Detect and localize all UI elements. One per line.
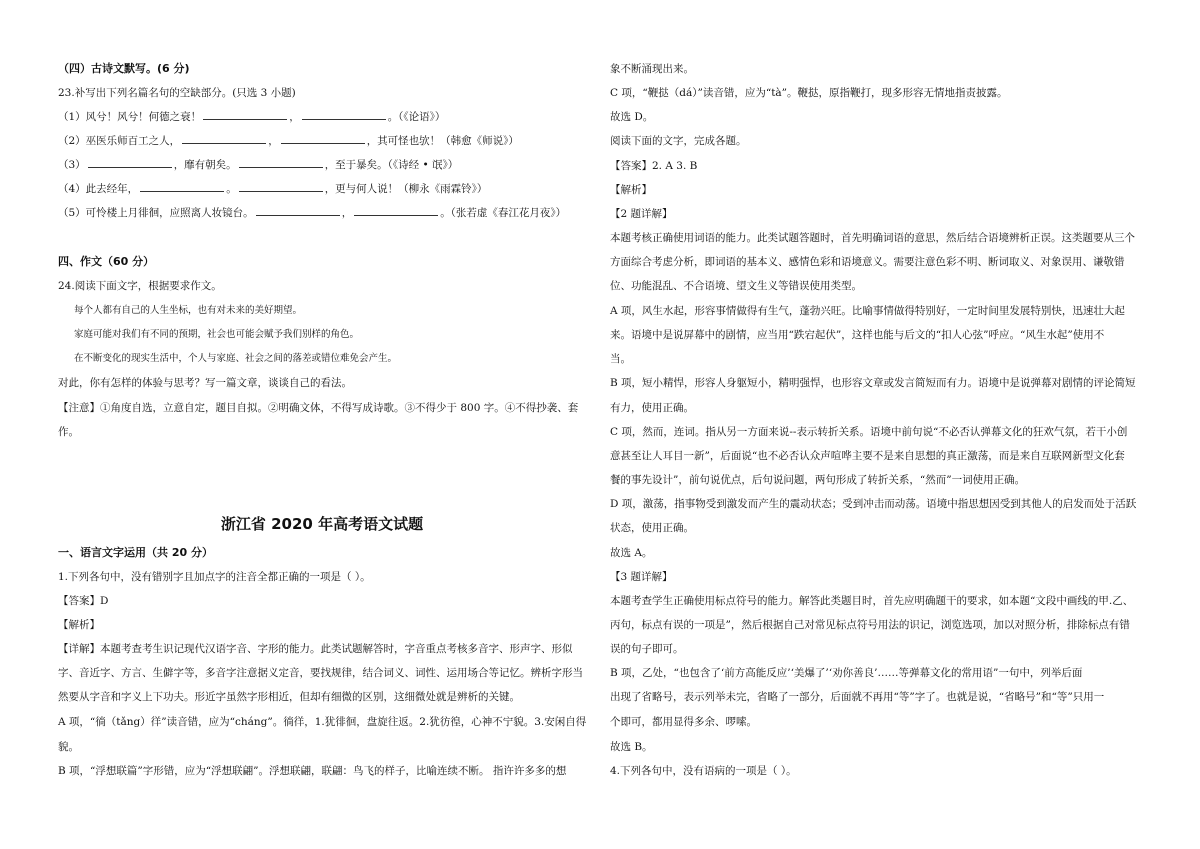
- q23-item-text: （1）风兮！风兮！何德之衰！: [58, 111, 202, 123]
- q23-item-4: [58, 182, 487, 196]
- answer-blank: [182, 134, 266, 144]
- text-line: 故选 B。: [610, 741, 653, 753]
- text-line: 状态，使用正确。: [610, 522, 694, 534]
- answer-blank: [203, 110, 287, 120]
- sub-analysis-label: 【3 题详解】: [610, 571, 673, 583]
- q23-item-text: （5）可怜楼上月徘徊，应照离人妆镜台。: [58, 207, 254, 219]
- q23-item-text: ，更与何人说！（柳永《雨霖铃》）: [324, 183, 488, 195]
- q23-item-5: [58, 206, 566, 220]
- prompt-line: 家庭可能对我们有不同的预期，社会也可能会赋予我们别样的角色。: [74, 329, 360, 340]
- q23-item-text: 。: [226, 183, 237, 195]
- answer-blank: [256, 206, 340, 216]
- q23-item-text: ，: [289, 111, 300, 123]
- question-23: 23.补写出下列名篇名句的空缺部分。(只选 3 小题): [58, 87, 296, 99]
- text-line: 故选 D。: [610, 111, 654, 123]
- text-line: 象不断涌现出来。: [610, 63, 694, 75]
- text-line: 出现了省略号，表示列举未完，省略了一部分，后面就不再用“等”字了。也就是说，“省略号”和“等”只用一: [610, 691, 1105, 703]
- text-line: 餐的事先设计”，前句说优点，后句说问题，两句形成了转折关系，“然而”一词使用正确。: [610, 474, 1026, 486]
- answer-blank: [88, 158, 172, 168]
- q23-item-text: ，至于暴矣。（《诗经 • 氓》）: [324, 159, 459, 171]
- q23-item-1: [58, 110, 445, 124]
- analysis-line: 字、音近字、方言、生僻字等，多音字注意据义定音，要找规律，结合词义、词性、运用场合等记忆。辨析字形当: [58, 667, 583, 679]
- answer-label: 【答案】2. A 3. B: [610, 160, 698, 172]
- sub-analysis-label: 【2 题详解】: [610, 208, 673, 220]
- analysis-line: 【详解】本题考查考生识记现代汉语字音、字形的能力。此类试题解答时，字音重点考核多音字、形声字、形似: [58, 643, 573, 655]
- text-line: B 项，短小精悍，形容人身躯短小，精明强悍，也形容文章或发言简短而有力。语境中是说弹幕对剧情的评论简短: [610, 377, 1136, 389]
- answer-blank: [239, 182, 323, 192]
- text-line: 本题考核正确使用词语的能力。此类试题答题时，首先明确词语的意思，然后结合语境辨析正误。这类题要从三个: [610, 232, 1135, 244]
- essay-requirement: 对此，你有怎样的体验与思考？写一篇文章，谈谈自己的看法。: [58, 377, 352, 389]
- q23-item-text: （4）此去经年，: [58, 183, 139, 195]
- text-line: C 项，然而，连词。指从另一方面来说--表示转折关系。语境中前句说“不必否认弹幕文化的狂欢气氛，若干小创: [610, 426, 1128, 438]
- q23-item-text: ，靡有朝矣。: [173, 159, 237, 171]
- answer-blank: [239, 158, 323, 168]
- q23-item-text: （3）: [58, 159, 86, 171]
- essay-note: 【注意】①角度自选，立意自定，题目自拟。②明确文体，不得写成诗歌。③不得少于 800 字。④不得抄袭、套: [58, 402, 579, 414]
- essay-note-cont: 作。: [58, 426, 79, 438]
- text-line: 误的句子即可。: [610, 643, 684, 655]
- analysis-line: A 项，“徜（tǎng）徉”读音错，应为“cháng”。徜徉，1.犹徘徊，盘旋往返。2.犹彷徨，心神不宁貌。3.安闲自得: [58, 716, 587, 728]
- text-line: C 项，“鞭挞（dá）”读音错，应为“tà”。鞭挞，原指鞭打，现多形容无情地指责披露。: [610, 87, 1008, 99]
- q23-item-text: ，: [341, 207, 353, 219]
- text-line: 丙句，标点有误的一项是”，然后根据自己对常见标点符号用法的识记，浏览选项，加以对照分析，排除标点有错: [610, 619, 1130, 631]
- analysis-line: B 项，“浮想联篇”字形错，应为“浮想联翩”。浮想联翩，联翩：鸟飞的样子，比喻连续不断。 指许许多多的想: [58, 765, 567, 777]
- text-line: 个即可，都用显得多余、啰嗦。: [610, 716, 757, 728]
- text-line: 当。: [610, 353, 631, 365]
- text-line: 方面综合考虑分析，即词语的基本义、感情色彩和语境意义。需要注意色彩不明、断词取义、对象误用、谦敬错: [610, 256, 1125, 268]
- answer-blank: [302, 110, 386, 120]
- question-1: 1.下列各句中，没有错别字且加点字的注音全都正确的一项是（ ）。: [58, 571, 371, 583]
- text-line: A 项，风生水起，形容事情做得有生气，蓬勃兴旺。比喻事情做得特别好，一定时间里发展特别快，迅速壮大起: [610, 305, 1125, 317]
- text-line: 故选 A。: [610, 547, 653, 559]
- q23-item-text: 。（张若虚《春江花月夜》）: [440, 207, 567, 219]
- text-line: 意甚至让人耳目一新”，后面说“也不必否认众声喧哗主要不是来自思想的真正激荡，而是来自互联网新型文化套: [610, 450, 1125, 462]
- analysis-line: 然要从字音和字义上下功夫。形近字虽然字形相近，但却有细微的区别，这细微处就是辨析的关键。: [58, 691, 520, 703]
- text-line: 位、功能混乱、不合语境、望文生义等错误使用类型。: [610, 280, 862, 292]
- answer-label: 【答案】D: [58, 595, 109, 607]
- text-line: 本题考查学生正确使用标点符号的能力。解答此类题目时，首先应明确题干的要求，如本题“文段中画线的甲.乙、: [610, 595, 1134, 607]
- q23-item-2: [58, 134, 519, 148]
- answer-blank: [140, 182, 224, 192]
- text-line: 阅读下面的文字，完成各题。: [610, 135, 747, 147]
- question-24: 24.阅读下面文字，根据要求作文。: [58, 280, 222, 292]
- q23-item-text: ，: [268, 135, 279, 147]
- q23-item-text: ，其可怪也欤！（韩愈《师说》）: [366, 135, 519, 147]
- prompt-line: 在不断变化的现实生活中，个人与家庭、社会之间的落差或错位难免会产生。: [74, 353, 398, 364]
- text-line: D 项，激荡，指事物受到激发而产生的震动状态；受到冲击而动荡。语境中指思想因受到其他人的启发而处于活跃: [610, 498, 1137, 510]
- q23-item-text: 。（《论语》）: [387, 111, 446, 123]
- answer-blank: [354, 206, 438, 216]
- answer-blank: [281, 134, 365, 144]
- analysis-label: 【解析】: [610, 184, 652, 196]
- paper-title: 浙江省 2020 年高考语文试题: [220, 515, 424, 533]
- prompt-line: 每个人都有自己的人生坐标，也有对未来的美好期望。: [74, 305, 303, 316]
- section-heading-essay: 四、作文（60 分）: [58, 255, 155, 268]
- text-line: B 项，乙处，“也包含了‘前方高能反应’‘美爆了’‘劝你善良’……等弹幕文化的常用语”一句中，列举后面: [610, 667, 1083, 679]
- analysis-label: 【解析】: [58, 619, 100, 631]
- q23-item-text: （2）巫医乐师百工之人，: [58, 135, 181, 147]
- section-heading-language: 一、语言文字运用（共 20 分）: [58, 546, 213, 559]
- analysis-line: 貌。: [58, 741, 79, 753]
- question-4: 4.下列各句中，没有语病的一项是（ ）。: [610, 765, 797, 777]
- text-line: 有力，使用正确。: [610, 402, 694, 414]
- text-line: 来。语境中是说屏幕中的剧情，应当用“跌宕起伏”，这样也能与后文的“扣人心弦”呼应。“风生水起”使用不: [610, 329, 1105, 341]
- q23-item-3: [58, 158, 458, 172]
- section-heading-poetry: （四）古诗文默写。(6 分): [58, 62, 190, 75]
